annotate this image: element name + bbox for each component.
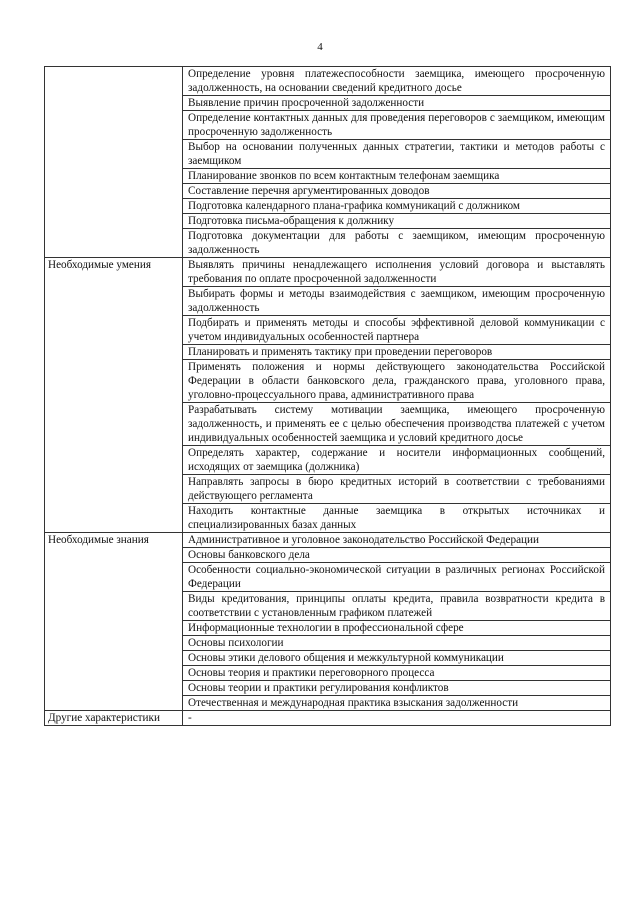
- section-item: Находить контактные данные заемщика в открытых источниках и специализированных базах данных: [183, 504, 611, 533]
- section-label: Необходимые знания: [45, 533, 183, 711]
- section-item: Выбор на основании полученных данных стратегии, тактики и методов работы с заемщиком: [183, 140, 611, 169]
- section-label: Необходимые умения: [45, 258, 183, 533]
- table-body: [45, 67, 611, 726]
- section-item: Составление перечня аргументированных доводов: [183, 184, 611, 199]
- page-number: 4: [317, 41, 323, 53]
- section-item: Подбирать и применять методы и способы эффективной деловой коммуникации с учетом индивидуальных особенностей партнера: [183, 316, 611, 345]
- table-row: [45, 67, 611, 96]
- section-item: Информационные технологии в профессиональной сфере: [183, 621, 611, 636]
- section-item: Административное и уголовное законодательство Российской Федерации: [183, 533, 611, 548]
- section-item: Основы психологии: [183, 636, 611, 651]
- section-item: Планировать и применять тактику при проведении переговоров: [183, 345, 611, 360]
- section-item: Определение контактных данных для проведения переговоров с заемщиком, имеющим просроченную задолженность: [183, 111, 611, 140]
- section-item: Основы банковского дела: [183, 548, 611, 563]
- section-item: Виды кредитования, принципы оплаты кредита, правила возвратности кредита в соответствии с установленным графиком платежей: [183, 592, 611, 621]
- section-item: Выбирать формы и методы взаимодействия с заемщиком, имеющим просроченную задолженность: [183, 287, 611, 316]
- section-item: Выявлять причины ненадлежащего исполнения условий договора и выставлять требования по оплате просроченной задолженности: [183, 258, 611, 287]
- section-item: Планирование звонков по всем контактным телефонам заемщика: [183, 169, 611, 184]
- section-item: Подготовка документации для работы с заемщиком, имеющим просроченную задолженность: [183, 229, 611, 258]
- section-label: Другие характеристики: [45, 711, 183, 726]
- section-label: [45, 67, 183, 258]
- section-item: Подготовка календарного плана-графика коммуникаций с должником: [183, 199, 611, 214]
- section-item: Подготовка письма-обращения к должнику: [183, 214, 611, 229]
- table-row: [45, 258, 611, 287]
- section-item: Особенности социально-экономической ситуации в различных регионах Российской Федерации: [183, 563, 611, 592]
- section-item: Отечественная и международная практика взыскания задолженности: [183, 696, 611, 711]
- section-item: Определение уровня платежеспособности заемщика, имеющего просроченную задолженность, на основании сведений кредитного досье: [183, 67, 611, 96]
- characteristics-table: [44, 66, 611, 726]
- section-item: Основы теория и практики переговорного процесса: [183, 666, 611, 681]
- section-item: Разрабатывать систему мотивации заемщика, имеющего просроченную задолженность, и применять ее с целью обеспечения производства платежей с учетом индивидуальных особенностей заемщика и условий кредитного досье: [183, 403, 611, 446]
- section-item: Основы теории и практики регулирования конфликтов: [183, 681, 611, 696]
- section-item: Выявление причин просроченной задолженности: [183, 96, 611, 111]
- section-item: Применять положения и нормы действующего законодательства Российской Федерации в области банковского дела, гражданского права, уголовного права, уголовно-процессуального права, административного права: [183, 360, 611, 403]
- table-row: [45, 711, 611, 726]
- section-item: Определять характер, содержание и носители информационных сообщений, исходящих от заемщика (должника): [183, 446, 611, 475]
- section-item: Направлять запросы в бюро кредитных историй в соответствии с требованиями действующего регламента: [183, 475, 611, 504]
- section-item: Основы этики делового общения и межкультурной коммуникации: [183, 651, 611, 666]
- section-item: -: [183, 711, 611, 726]
- table-row: [45, 533, 611, 548]
